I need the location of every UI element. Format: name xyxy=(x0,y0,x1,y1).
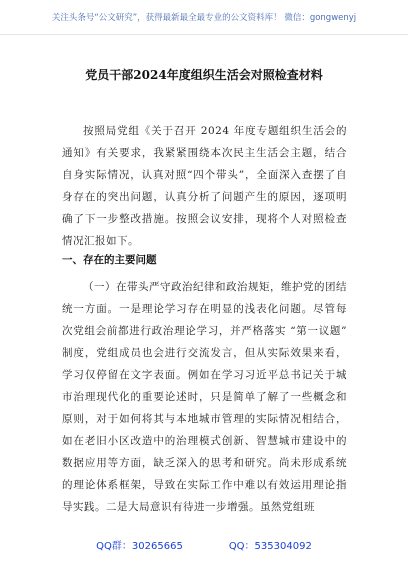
section-heading: 一、存在的主要问题 xyxy=(62,254,157,266)
qq-contact-link[interactable]: QQ：535304092 xyxy=(228,540,312,552)
qq-group-link[interactable]: QQ群：30265665 xyxy=(96,540,183,552)
footer xyxy=(0,534,408,554)
header-notice: 关注头条号“公文研究”，获得最新最全最专业的公文资料库！ 微信：gongwenyj xyxy=(0,0,408,35)
intro-paragraph: 按照局党组《关于召开 2024 年度专题组织生活会的通知》有关要求，我紧紧围绕本次民主生活会主题，结合自身实际情况，认真对照“四个带头”，全面深入查摆了自身存在的突出问题，认真分析了问题产生的原因，逐项明确了下一步整改措施。按照会议安排，现将个人对照检查情况汇报如下。 xyxy=(62,125,347,247)
document-title: 党员干部2024年度组织生活会对照检查材料 xyxy=(85,68,323,82)
section-body-paragraph: （一）在带头严守政治纪律和政治规矩，维护党的团结统一方面。一是理论学习存在明显的浅表化问题。尽管每次党组会前都进行政治理论学习，并严格落实 “第一议题” 制度，党组成员也会进行交流发言，但从实际效果来看，学习仅停留在文字表面。例如在学习习近平总书记关于城市治理现代化的重要论述时，只是简单了解了一些概念和原则，对于如何将其与本地城市管理的实际情况相结合，如在老旧小区改造中的治理模式创新、智慧城市建设中的数据应用等方面，缺乏深入的思考和研究。尚未形成系统的理论体系框架，导致在实际工作中难以有效运用理论指导实践。二是大局意识有待进一步增强。虽然党组班 xyxy=(62,281,347,513)
